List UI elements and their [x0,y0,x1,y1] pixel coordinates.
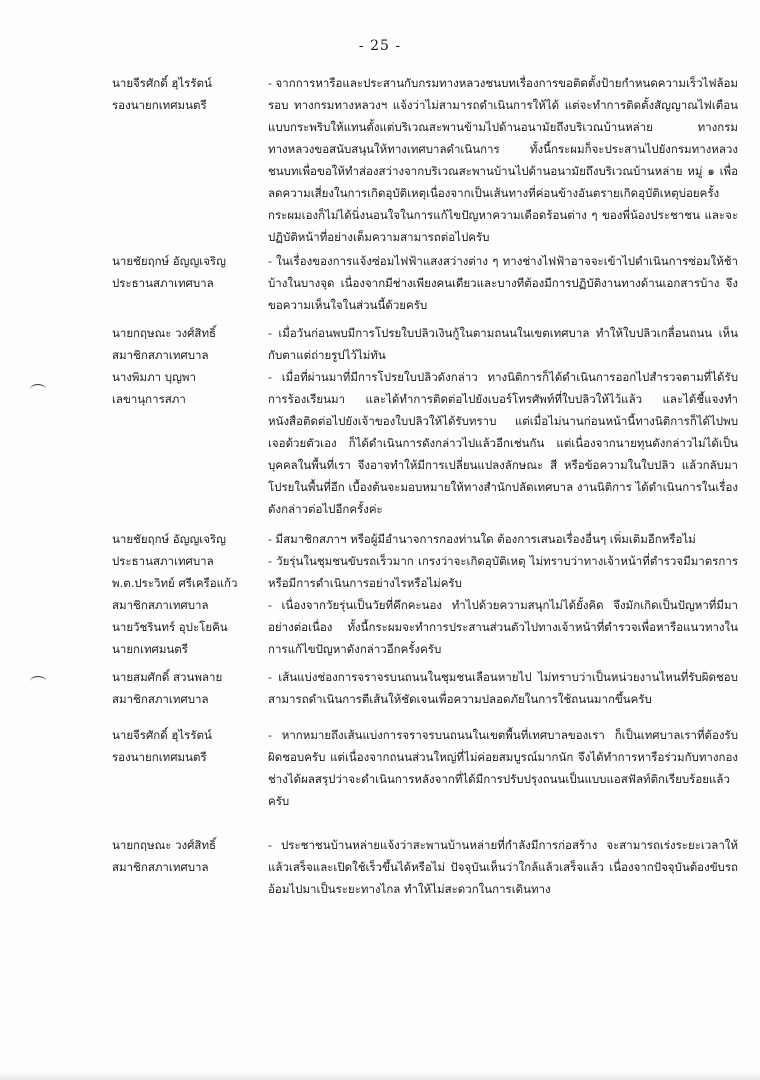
speech-paragraph: - เมื่อวันก่อนพบมีการโปรยใบปลิวเงินกู้ในตามถนนในเขตเทศบาล ทำให้ใบปลิวเกลื่อนถนน เห็นกับตาแต่ถ่ายรูปไว้ไม่ทัน [268,326,738,362]
minutes-entry [0,834,760,900]
speech-paragraph: - วัยรุ่นในชุมชนขับรถเร็วมาก เกรงว่าจะเกิดอุบัติเหตุ ไม่ทราบว่าทางเจ้าหน้าที่ตำรวจมีมาตรการหรือมีการดำเนินการอย่างไรหรือไม่ครับ [268,554,738,590]
minutes-entries [0,72,760,900]
speaker-role: เลขานุการสภา [112,392,186,406]
speaker-role: สมาชิกสภาเทศบาล [112,598,209,612]
speaker-role: สมาชิกสภาเทศบาล [112,692,209,706]
speaker-role: รองนายกเทศมนตรี [112,98,207,112]
minutes-entry [0,250,760,316]
speaker-role: สมาชิกสภาเทศบาล [112,348,209,362]
speech-paragraph: - หากหมายถึงเส้นแบ่งการจราจรบนถนนในเขตพื้นที่เทศบาลของเรา ก็เป็นเทศบาลเราที่ต้องรับผิดชอบครับ แต่เนื่องจากถนนส่วนใหญ่ที่ไม่ค่อยสมบูรณ์มากนัก จึงได้ทำการหารือร่วมกับทางกองช่างได้ผลสรุปว่าจะดำเนินการหลังจากที่ได้มีการปรับปรุงถนนเป็นแบบแอสฟัลท์ติกเรียบร้อยแล้วครับ [268,728,738,808]
speaker-role: นายกเทศมนตรี [112,642,188,656]
speech-paragraph: - เส้นแบ่งช่องการจราจรบนถนนในชุมชนเลือนหายไป ไม่ทราบว่าเป็นหน่วยงานไหนที่รับผิดชอบสามารถดำเนินการตีเส้นให้ชัดเจนเพื่อความปลอดภัยในการใช้ถนนมากขึ้นครับ [268,670,738,706]
speech-block [268,72,738,248]
speaker-name: นายชัยฤกษ์ อัญญเจริญ [112,254,226,268]
minutes-entry [0,322,760,520]
speaker-role: สมาชิกสภาเทศบาล [112,860,209,874]
speaker-name: นายสมศักดิ์ สวนพลาย [112,670,223,684]
speaker-name: นายจีรศักดิ์ ฮุไรรัตน์ [112,728,212,742]
page-number: - 25 - [358,38,402,54]
speaker-name: นางพิมภา บุญพา [112,370,196,384]
speaker-block [112,72,262,248]
speaker-block [112,666,262,710]
speech-block [268,528,738,660]
minutes-entry [0,724,760,812]
speech-block [268,666,738,710]
speaker-block [112,724,262,812]
speaker-block [112,528,262,660]
speech-block [268,250,738,316]
speech-paragraph: - เมื่อที่ผ่านมาที่มีการโปรยใบปลิวดังกล่าว ทางนิติการก็ได้ดำเนินการออกไปสำรวจตามที่ได้รับการร้องเรียนมา และได้ทำการติดต่อไปยังเบอร์โทรศัพท์ที่ใบปลิวให้ไว้แล้ว และได้ชี้แจงทำหนังสือติดต่อไปยังเจ้าของใบปลิวให้ได้รับทราบ แต่เมื่อไม่นานก่อนหน้านี้ทางนิติการก็ได้ไปพบเจอด้วยตัวเอง ก็ได้ดำเนินการดังกล่าวไปแล้วอีกเช่นกัน แต่เนื่องจากนายทุนดังกล่าวไม่ได้เป็นบุคคลในพื้นที่เรา จึงอาจทำให้มีการเปลี่ยนแปลงลักษณะ สี หรือข้อความในใบปลิว แล้วกลับมาโปรยในพื้นที่อีก เบื้องต้นจะมอบหมายให้ทางสำนักปลัดเทศบาล งานนิติการ ได้ดำเนินการในเรื่องดังกล่าวต่อไปอีกครั้งค่ะ [268,370,738,516]
speaker-block [112,834,262,900]
speech-block [268,724,738,812]
minutes-entry [0,72,760,248]
speaker-name: พ.ต.ประวิทย์ ศรีเครือแก้ว [112,576,238,590]
speech-paragraph: - จากการหารือและประสานกับกรมทางหลวงชนบทเรื่องการขอติดตั้งป้ายกำหนดความเร็วไฟล้อมรอบ ทางกรมทางหลวงฯ แจ้งว่าไม่สามารถดำเนินการให้ได้ แต่จะทำการติดตั้งสัญญาณไฟเตือนแบบกระพริบให้แทนตั้งแต่บริเวณสะพานข้ามไปด้านอนามัยถึงบริเวณบ้านหล่าย ทางกรมทางหลวงขอสนับสนุนให้ทางเทศบาลดำเนินการ ทั้งนี้กระผมก็จะประสานไปยังกรมทางหลวงชนบทเพื่อขอให้ทำส่องสว่างจากบริเวณสะพานบ้านไปด้านอนามัยถึงบริเวณบ้านหล่าย หมู่ ๑ เพื่อลดความเสี่ยงในการเกิดอุบัติเหตุเนื่องจากเป็นเส้นทางที่ค่อนข้างอันตรายเกิดอุบัติเหตุบ่อยครั้ง กระผมเองก็ไม่ได้นิ่งนอนใจในการแก้ไขปัญหาความเดือดร้อนต่าง ๆ ของพี่น้องประชาชน และจะปฏิบัติหน้าที่อย่างเต็มความสามารถต่อไปครับ [268,76,738,244]
speech-paragraph: - ประชาชนบ้านหล่ายแจ้งว่าสะพานบ้านหล่ายที่กำลังมีการก่อสร้าง จะสามารถเร่งระยะเวลาให้แล้วเสร็จและเปิดใช้เร็วขึ้นได้หรือไม่ ปัจจุบันเห็นว่าใกล้แล้วเสร็จแล้ว เนื่องจากปัจจุบันต้องขับรถอ้อมไปมาเป็นระยะทางไกล ทำให้ไม่สะดวกในการเดินทาง [268,838,738,896]
speaker-block [112,250,262,316]
speaker-block [112,322,262,520]
speech-paragraph: - มีสมาชิกสภาฯ หรือผู้มีอำนาจการกองท่านใด ต้องการเสนอเรื่องอื่นๆ เพิ่มเติมอีกหรือไม่ [268,532,696,546]
minutes-entry [0,528,760,660]
page-bottom-edge [0,1072,760,1080]
speech-block [268,834,738,900]
speaker-name: นายกฤษณะ วงศ์สิทธิ์ [112,838,217,852]
speaker-role: รองนายกเทศมนตรี [112,750,207,764]
speaker-name: นายวัชรินทร์ อุปะโยคิน [112,620,228,634]
speech-block [268,322,738,520]
speaker-name: นายกฤษณะ วงศ์สิทธิ์ [112,326,217,340]
speech-paragraph: - ในเรื่องของการแจ้งซ่อมไฟฟ้าแสงสว่างต่าง ๆ ทางช่างไฟฟ้าอาจจะเข้าไปดำเนินการซ่อมให้ช้าบ้างในบางจุด เนื่องจากมีช่างเพียงคนเดียวและบางทีต้องมีการปฏิบัติงานทางด้านเอกสารบ้าง จึงขอความเห็นใจในส่วนนี้ด้วยครับ [268,254,738,312]
speaker-role: ประธานสภาเทศบาล [112,554,214,568]
speech-paragraph: - เนื่องจากวัยรุ่นเป็นวัยที่คึกคะนอง ทำไปด้วยความสนุกไม่ได้ยั้งคิด จึงมักเกิดเป็นปัญหาที่มีมาอย่างต่อเนื่อง ทั้งนี้กระผมจะทำการประสานส่วนตัวไปทางเจ้าหน้าที่ตำรวจเพื่อหารือแนวทางในการแก้ไขปัญหาดังกล่าวอีกครั้งครับ [268,598,738,656]
minutes-entry [0,666,760,710]
speaker-name: นายจีรศักดิ์ ฮุไรรัตน์ [112,76,212,90]
speaker-name: นายชัยฤกษ์ อัญญเจริญ [112,532,226,546]
speaker-role: ประธานสภาเทศบาล [112,276,214,290]
